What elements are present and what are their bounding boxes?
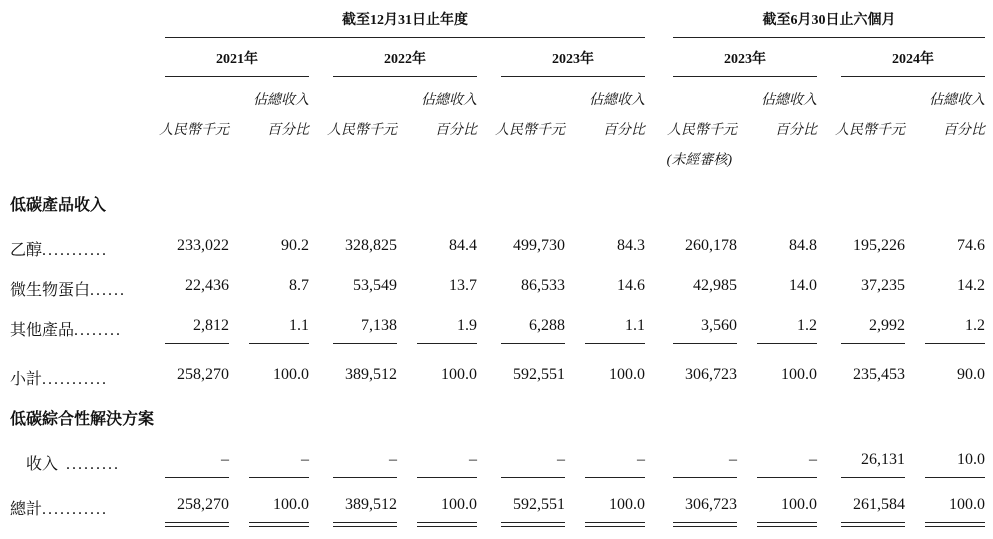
grand-total-double-rule <box>417 522 477 527</box>
cell-amount: 306,723 <box>685 366 737 383</box>
cell-percentage: 84.3 <box>617 237 645 254</box>
cell-amount: 42,985 <box>693 277 737 294</box>
pct-col-header-line2: 百分比 <box>943 123 985 138</box>
total-rule <box>673 477 737 478</box>
year-underline <box>501 76 645 77</box>
row-label-solutions-revenue: 收入 ......... <box>26 456 121 473</box>
subtotal-rule <box>501 343 565 344</box>
grand-total-double-rule <box>501 522 565 527</box>
cell-percentage: – <box>637 451 645 468</box>
cell-amount: 260,178 <box>685 237 737 254</box>
grand-total-double-rule <box>585 522 645 527</box>
cell-amount: 258,270 <box>177 496 229 513</box>
cell-amount: 2,992 <box>869 317 905 334</box>
cell-amount: 261,584 <box>853 496 905 513</box>
cell-amount: 389,512 <box>345 496 397 513</box>
total-rule <box>333 477 397 478</box>
year-header-2024-h1: 2024年 <box>892 52 934 67</box>
cell-amount: – <box>729 451 737 468</box>
cell-percentage: – <box>469 451 477 468</box>
cell-percentage: 14.2 <box>957 277 985 294</box>
cell-amount: 22,436 <box>185 277 229 294</box>
grand-total-double-rule <box>841 522 905 527</box>
cell-amount: 258,270 <box>177 366 229 383</box>
section-low-carbon-products: 低碳產品收入 <box>10 197 107 214</box>
cell-percentage: 100.0 <box>441 366 477 383</box>
cell-amount: 499,730 <box>513 237 565 254</box>
cell-percentage: 14.0 <box>789 277 817 294</box>
subtotal-rule <box>757 343 817 344</box>
total-rule <box>841 477 905 478</box>
total-rule <box>501 477 565 478</box>
total-rule <box>165 477 229 478</box>
pct-col-header-line2: 百分比 <box>267 123 309 138</box>
cell-amount: 592,551 <box>513 496 565 513</box>
cell-percentage: 100.0 <box>441 496 477 513</box>
amount-col-header: 人民幣千元 <box>667 123 737 138</box>
cell-percentage: 74.6 <box>957 237 985 254</box>
grand-total-double-rule <box>165 522 229 527</box>
cell-amount: 53,549 <box>353 277 397 294</box>
cell-amount: 389,512 <box>345 366 397 383</box>
cell-percentage: 100.0 <box>609 366 645 383</box>
subtotal-rule <box>249 343 309 344</box>
cell-percentage: 100.0 <box>949 496 985 513</box>
subtotal-rule <box>333 343 397 344</box>
cell-percentage: 100.0 <box>781 366 817 383</box>
cell-percentage: 84.4 <box>449 237 477 254</box>
year-header-2021: 2021年 <box>216 52 258 67</box>
total-rule <box>757 477 817 478</box>
grand-total-double-rule <box>673 522 737 527</box>
total-rule <box>417 477 477 478</box>
cell-amount: 195,226 <box>853 237 905 254</box>
subtotal-rule <box>925 343 985 344</box>
group-underline-full-year <box>165 37 645 38</box>
cell-percentage: 1.1 <box>625 317 645 334</box>
group-header-full-year: 截至12月31日止年度 <box>342 13 468 28</box>
total-rule <box>249 477 309 478</box>
row-label-other-products: 其他產品........ <box>10 322 123 339</box>
cell-amount: 3,560 <box>701 317 737 334</box>
cell-amount: 37,235 <box>861 277 905 294</box>
amount-col-header: 人民幣千元 <box>835 123 905 138</box>
cell-percentage: 14.6 <box>617 277 645 294</box>
pct-col-header-line1: 佔總收入 <box>253 93 309 108</box>
year-underline <box>673 76 817 77</box>
cell-amount: 7,138 <box>361 317 397 334</box>
pct-col-header-line1: 佔總收入 <box>929 93 985 108</box>
row-label-total: 總計........... <box>10 501 109 518</box>
subtotal-rule <box>841 343 905 344</box>
cell-amount: 306,723 <box>685 496 737 513</box>
amount-col-header: 人民幣千元 <box>495 123 565 138</box>
cell-percentage: – <box>301 451 309 468</box>
grand-total-double-rule <box>333 522 397 527</box>
year-underline <box>333 76 477 77</box>
cell-amount: 592,551 <box>513 366 565 383</box>
pct-col-header-line1: 佔總收入 <box>589 93 645 108</box>
cell-percentage: 1.2 <box>797 317 817 334</box>
cell-amount: 233,022 <box>177 237 229 254</box>
row-label-microbial-protein: 微生物蛋白...... <box>10 282 127 299</box>
unaudited-note: (未經審核) <box>666 153 732 168</box>
amount-col-header: 人民幣千元 <box>327 123 397 138</box>
pct-col-header-line2: 百分比 <box>435 123 477 138</box>
cell-percentage: 10.0 <box>957 451 985 468</box>
year-underline <box>165 76 309 77</box>
subtotal-rule <box>417 343 477 344</box>
cell-percentage: 100.0 <box>609 496 645 513</box>
subtotal-rule <box>165 343 229 344</box>
row-label-subtotal: 小計........... <box>10 371 109 388</box>
cell-amount: 6,288 <box>529 317 565 334</box>
section-low-carbon-solutions: 低碳綜合性解決方案 <box>10 411 155 428</box>
pct-col-header-line2: 百分比 <box>603 123 645 138</box>
group-underline-six-months <box>673 37 985 38</box>
row-label-ethanol: 乙醇........... <box>10 242 109 259</box>
cell-amount: – <box>221 451 229 468</box>
cell-amount: – <box>389 451 397 468</box>
cell-percentage: 100.0 <box>273 496 309 513</box>
pct-col-header-line1: 佔總收入 <box>421 93 477 108</box>
cell-percentage: 1.2 <box>965 317 985 334</box>
total-rule <box>585 477 645 478</box>
grand-total-double-rule <box>757 522 817 527</box>
year-header-2023-h1: 2023年 <box>724 52 766 67</box>
amount-col-header: 人民幣千元 <box>159 123 229 138</box>
year-underline <box>841 76 985 77</box>
cell-amount: 86,533 <box>521 277 565 294</box>
pct-col-header-line2: 百分比 <box>775 123 817 138</box>
cell-percentage: 90.2 <box>281 237 309 254</box>
cell-amount: 235,453 <box>853 366 905 383</box>
cell-amount: 328,825 <box>345 237 397 254</box>
cell-amount: – <box>557 451 565 468</box>
cell-percentage: 8.7 <box>289 277 309 294</box>
cell-percentage: 84.8 <box>789 237 817 254</box>
group-header-six-months: 截至6月30日止六個月 <box>762 13 896 28</box>
cell-percentage: – <box>809 451 817 468</box>
year-header-2022: 2022年 <box>384 52 426 67</box>
cell-percentage: 1.1 <box>289 317 309 334</box>
cell-percentage: 13.7 <box>449 277 477 294</box>
cell-percentage: 1.9 <box>457 317 477 334</box>
cell-amount: 2,812 <box>193 317 229 334</box>
subtotal-rule <box>673 343 737 344</box>
grand-total-double-rule <box>925 522 985 527</box>
pct-col-header-line1: 佔總收入 <box>761 93 817 108</box>
cell-amount: 26,131 <box>861 451 905 468</box>
cell-percentage: 90.0 <box>957 366 985 383</box>
year-header-2023: 2023年 <box>552 52 594 67</box>
cell-percentage: 100.0 <box>781 496 817 513</box>
grand-total-double-rule <box>249 522 309 527</box>
subtotal-rule <box>585 343 645 344</box>
total-rule <box>925 477 985 478</box>
cell-percentage: 100.0 <box>273 366 309 383</box>
